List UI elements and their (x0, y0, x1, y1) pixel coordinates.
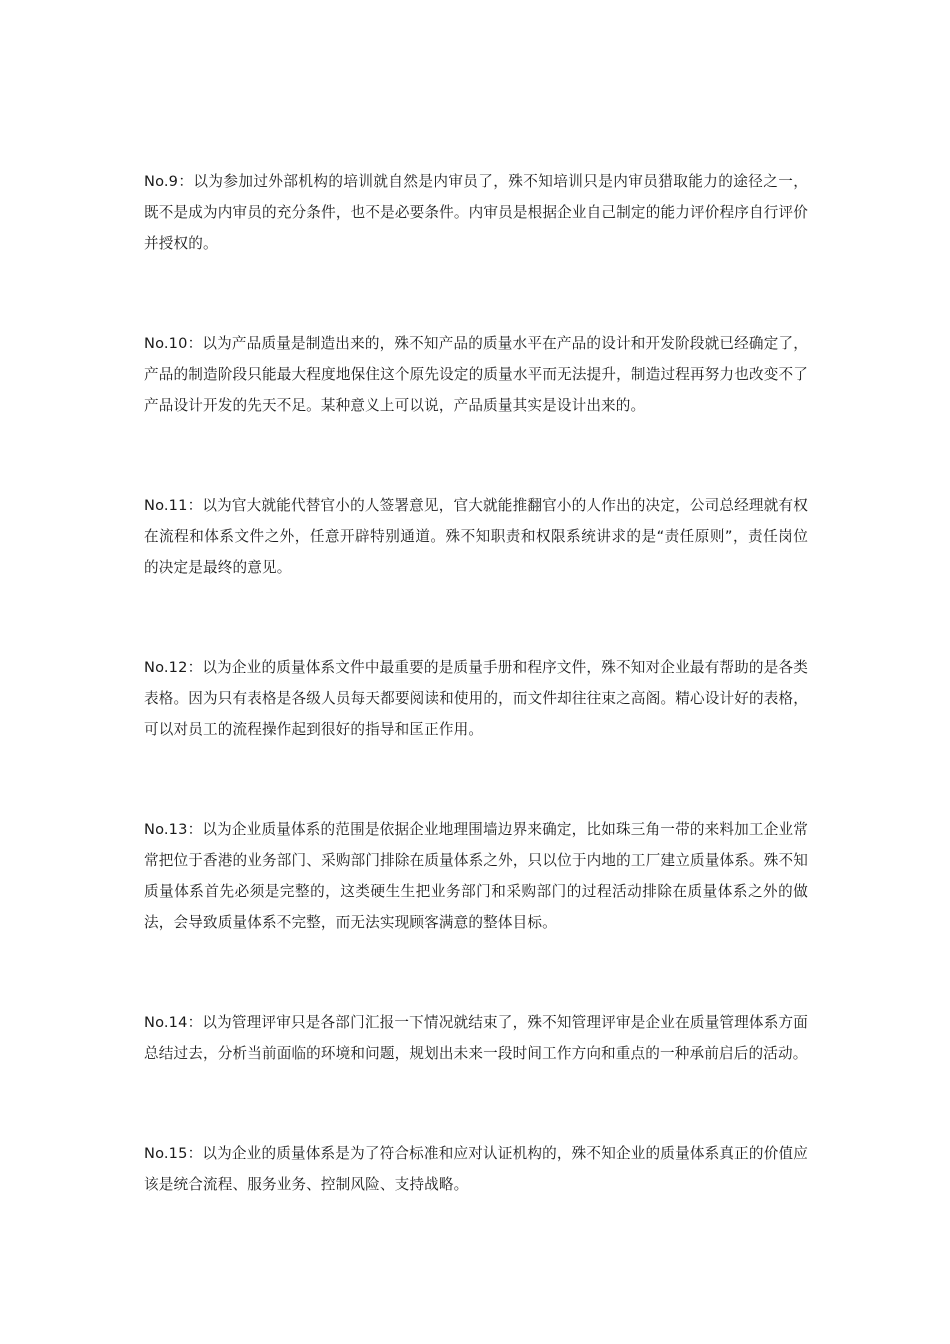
paragraph-no14: No.14：以为管理评审只是各部门汇报一下情况就结束了，殊不知管理评审是企业在质量管理体系方面总结过去，分析当前面临的环境和问题，规划出未来一段时间工作方向和重点的一种承前启后的活动。 (144, 1014, 808, 1062)
paragraph-no13: No.13：以为企业质量体系的范围是依据企业地理围墙边界来确定，比如珠三角一带的来料加工企业常常把位于香港的业务部门、采购部门排除在质量体系之外，只以位于内地的工厂建立质量体系。殊不知质量体系首先必须是完整的，这类硬生生把业务部门和采购部门的过程活动排除在质量体系之外的做法，会导致质量体系不完整，而无法实现顾客满意的整体目标。 (144, 821, 808, 931)
paragraph-no15: No.15：以为企业的质量体系是为了符合标准和应对认证机构的，殊不知企业的质量体系真正的价值应该是统合流程、服务业务、控制风险、支持战略。 (144, 1145, 808, 1193)
paragraph-no10: No.10：以为产品质量是制造出来的，殊不知产品的质量水平在产品的设计和开发阶段就已经确定了，产品的制造阶段只能最大程度地保住这个原先设定的质量水平而无法提升，制造过程再努力也改变不了产品设计开发的先天不足。某种意义上可以说，产品质量其实是设计出来的。 (144, 335, 808, 414)
paragraph-no12: No.12：以为企业的质量体系文件中最重要的是质量手册和程序文件，殊不知对企业最有帮助的是各类表格。因为只有表格是各级人员每天都要阅读和使用的，而文件却往往束之高阁。精心设计好的表格，可以对员工的流程操作起到很好的指导和匡正作用。 (144, 659, 808, 738)
paragraph-no9: No.9：以为参加过外部机构的培训就自然是内审员了，殊不知培训只是内审员猎取能力的途径之一，既不是成为内审员的充分条件，也不是必要条件。内审员是根据企业自己制定的能力评价程序自行评价并授权的。 (144, 173, 808, 252)
paragraph-no11: No.11：以为官大就能代替官小的人签署意见，官大就能推翻官小的人作出的决定，公司总经理就有权在流程和体系文件之外，任意开辟特别通道。殊不知职责和权限系统讲求的是“责任原则”，责任岗位的决定是最终的意见。 (144, 497, 808, 576)
document-body (144, 166, 808, 1200)
